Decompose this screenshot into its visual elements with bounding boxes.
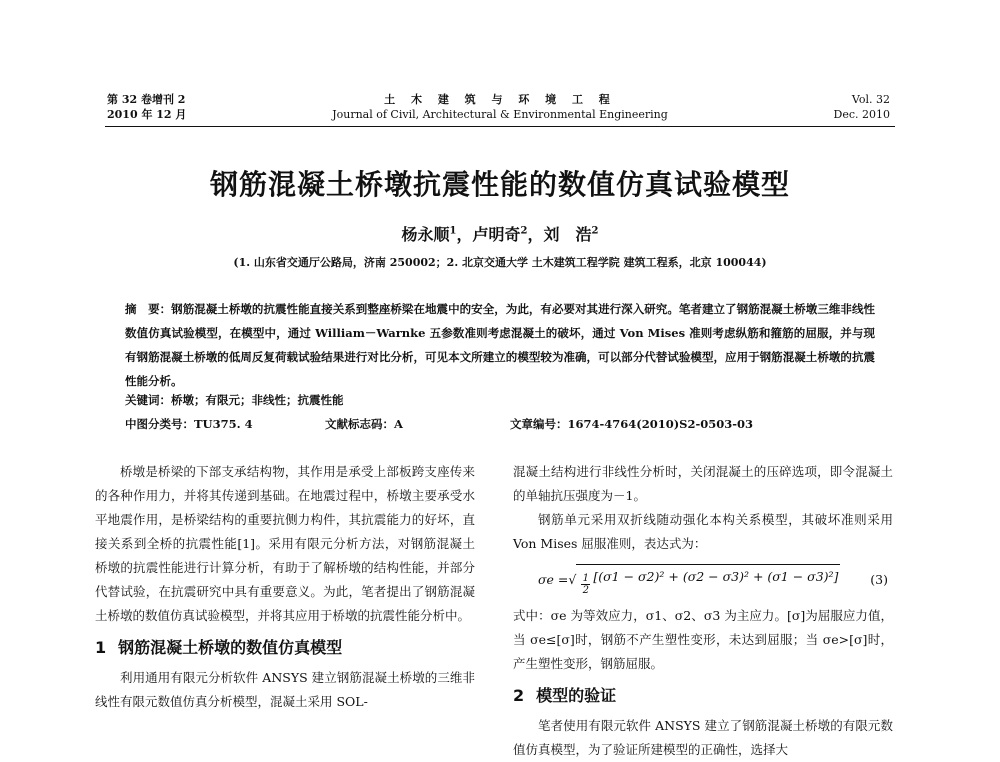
- header-volume-cn: 第 32 卷增刊 2: [107, 93, 186, 106]
- fraction-numerator: 1: [582, 573, 590, 584]
- header-volume-en: Vol. 32: [851, 93, 890, 106]
- author-separator: ，: [527, 225, 544, 244]
- section-heading-1: [95, 636, 475, 660]
- rebar-paragraph: 钢筋单元采用双折线随动强化本构关系模型，其破坏准则采用 Von Mises 屈服准则，表达式为：: [513, 512, 893, 551]
- keywords-text: 桥墩；有限元；非线性；抗震性能: [171, 393, 344, 407]
- author-name: 刘 浩: [543, 225, 592, 244]
- author-name: 杨永顺: [401, 225, 450, 244]
- formula-lhs: σe =: [538, 572, 569, 587]
- classification-value: TU375. 4: [194, 417, 253, 431]
- classification-label: 中图分类号：: [125, 417, 194, 431]
- header-volume-en-block: [834, 92, 890, 122]
- keywords: [125, 392, 875, 408]
- sqrt-symbol: √: [568, 572, 577, 587]
- formula-explanation: 式中：σe 为等效应力，σ1、σ2、σ3 为主应力。[σ]为屈服应力值，当 σe≤[σ]时，钢筋不产生塑性变形，未达到屈服；当 σe>[σ]时，产生塑性变形，钢筋屈服。: [513, 608, 893, 671]
- article-no-label: 文章编号：: [510, 417, 568, 431]
- continued-paragraph: 混凝土结构进行非线性分析时，关闭混凝土的压碎选项，即令混凝土的单轴抗压强度为－1。: [513, 464, 893, 503]
- section-title: 钢筋混凝土桥墩的数值仿真模型: [118, 638, 343, 657]
- equation-number: (3): [870, 572, 888, 587]
- author-separator: ，: [456, 225, 473, 244]
- right-column: [513, 460, 893, 762]
- paper-title: 钢筋混凝土桥墩抗震性能的数值仿真试验模型: [209, 168, 790, 201]
- keywords-label: 关键词：: [125, 393, 171, 407]
- document-code: [325, 416, 403, 432]
- section-title: 模型的验证: [536, 686, 617, 705]
- author-mark: 1: [449, 225, 457, 237]
- doc-code-value: A: [394, 417, 403, 431]
- section-number: 2: [513, 686, 525, 705]
- left-column: [95, 460, 475, 714]
- doc-code-label: 文献标志码：: [325, 417, 394, 431]
- header-journal-cn: 土 木 建 筑 与 环 境 工 程: [384, 93, 616, 106]
- header-volume-date: [107, 92, 186, 122]
- fraction-denominator: 2: [582, 585, 590, 596]
- affiliation: (1. 山东省交通厅公路局，济南 250002；2. 北京交通大学 土木建筑工程学院 建筑工程系，北京 100044): [233, 256, 767, 269]
- header-journal: [300, 92, 700, 122]
- abstract-label: 摘 要：: [125, 302, 172, 316]
- article-no-value: 1674-4764(2010)S2-0503-03: [567, 417, 754, 431]
- section-number: 1: [95, 638, 107, 657]
- formula-radicand: [576, 564, 840, 596]
- von-mises-formula: [538, 564, 893, 596]
- intro-paragraph: 桥墩是桥梁的下部支承结构物，其作用是承受上部板跨支座传来的各种作用力，并将其传递到基础。在地震过程中，桥墩主要承受水平地震作用，是桥梁结构的重要抗侧力构件，其抗震能力的好坏，直接关系到全桥的抗震性能[1]。采用有限元分析方法，对钢筋混凝土桥墩的抗震性能进行计算分析，有助于了解桥墩的结构性能，并部分代替试验，在抗震研究中具有重要意义。为此，笔者提出了钢筋混凝土桥墩的数值仿真试验模型，并将其应用于桥墩的抗震性能分析中。: [95, 464, 475, 623]
- header-date-cn: 2010 年 12 月: [107, 108, 187, 121]
- header-rule: [105, 126, 895, 127]
- classification: [125, 416, 253, 432]
- article-number: [510, 416, 753, 432]
- formula-fraction: [581, 573, 590, 596]
- author-mark: 2: [591, 225, 599, 237]
- abstract: [125, 297, 875, 393]
- header-date-en: Dec. 2010: [833, 108, 890, 121]
- formula-body: [(σ1 − σ2)² + (σ2 − σ3)² + (σ1 − σ3)²]: [593, 569, 839, 584]
- abstract-text: 钢筋混凝土桥墩的抗震性能直接关系到整座桥梁在地震中的安全，为此，有必要对其进行深入研究。笔者建立了钢筋混凝土桥墩三维非线性数值仿真试验模型，在模型中，通过 William－Warnke 五参数准则考虑混凝土的破坏，通过 Von Mises 准则考虑纵筋和箍筋的屈服，并与现有钢筋混凝土桥墩的低周反复荷载试验结果进行对比分析，可见本文所建立的模型较为准确，可以部分代替试验模型，应用于钢筋混凝土桥墩的抗震性能分析。: [125, 302, 875, 388]
- header-journal-en: Journal of Civil, Architectural & Environmental Engineering: [332, 108, 668, 121]
- section1-paragraph: 利用通用有限元分析软件 ANSYS 建立钢筋混凝土桥墩的三维非线性有限元数值仿真分析模型，混凝土采用 SOL-: [95, 670, 475, 709]
- author-list: [100, 222, 900, 245]
- author-name: 卢明奇: [472, 225, 521, 244]
- author-mark: 2: [520, 225, 528, 237]
- section2-paragraph: 笔者使用有限元软件 ANSYS 建立了钢筋混凝土桥墩的有限元数值仿真模型，为了验证所建模型的正确性，选择大: [513, 718, 893, 757]
- section-heading-2: [513, 684, 893, 708]
